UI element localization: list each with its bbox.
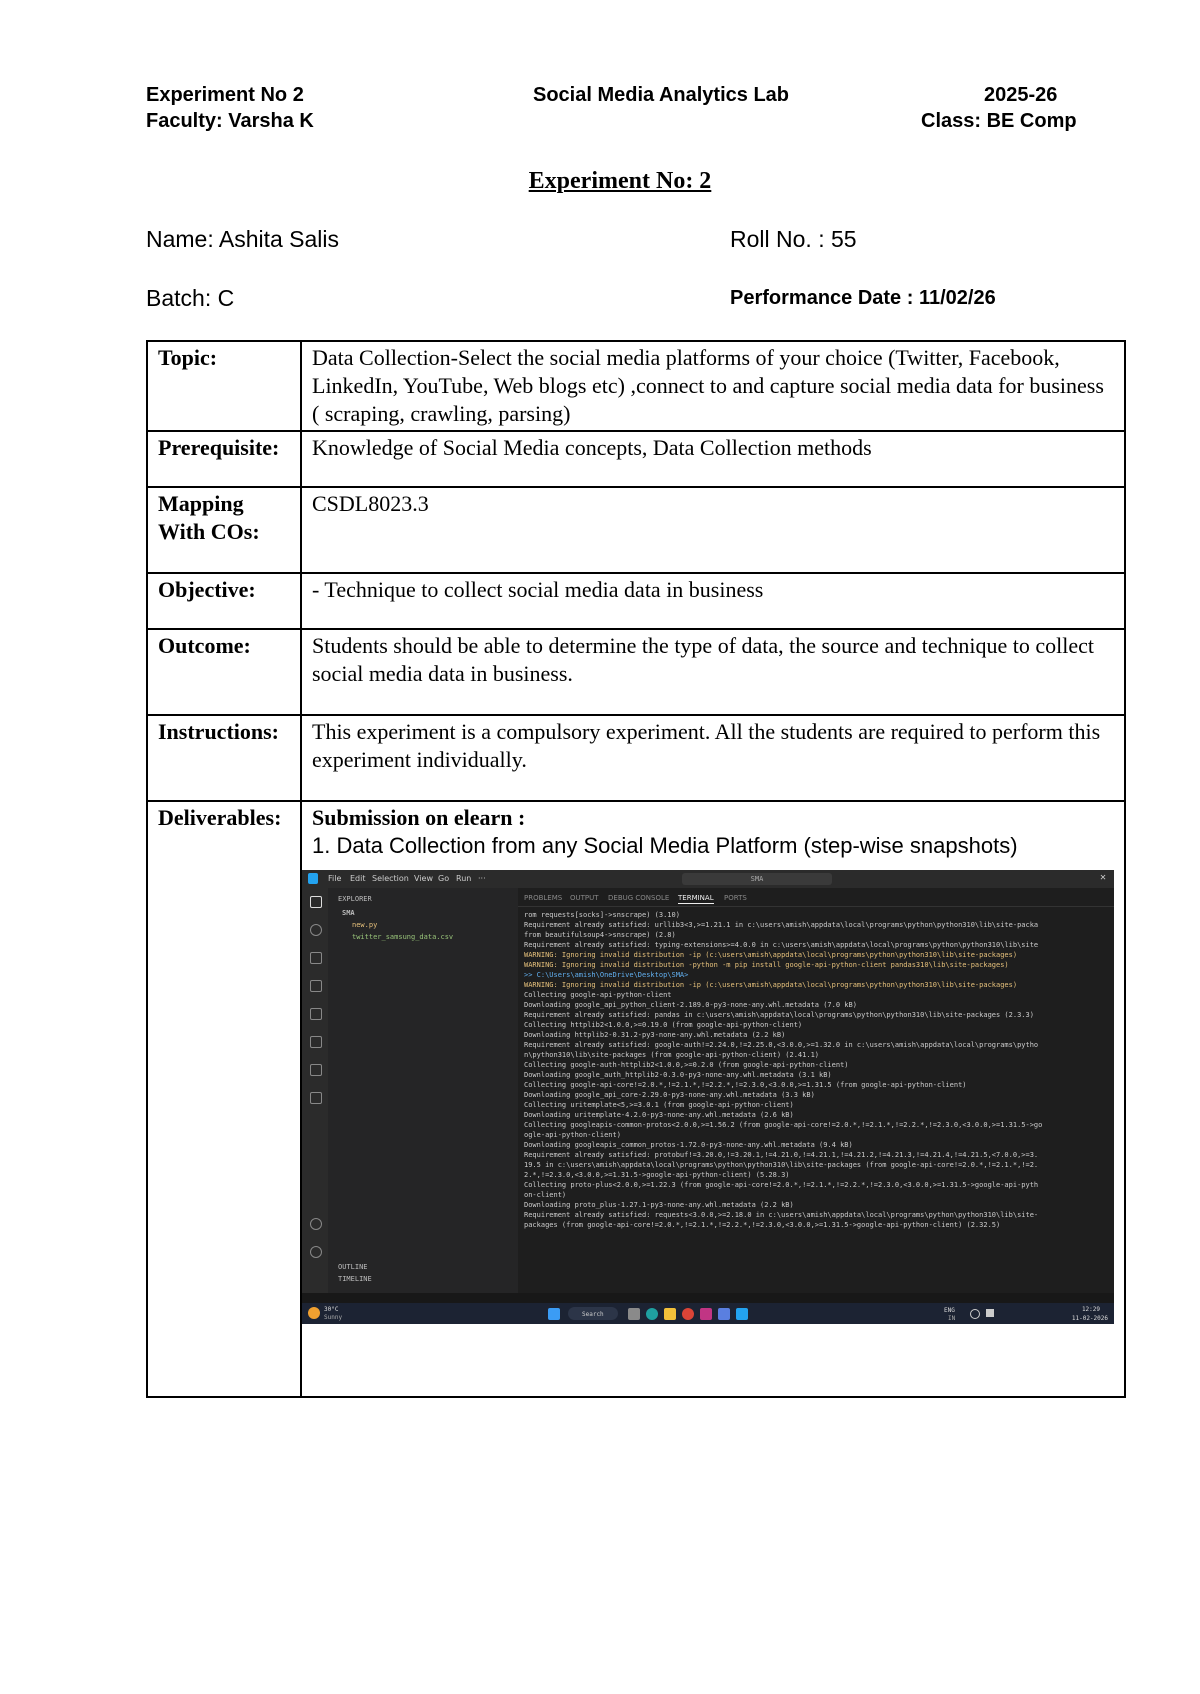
terminal-line: Downloading google_auth_httplib2-0.3.0-py3-none-any.whl.metadata (3.1 kB) — [524, 1071, 832, 1079]
experiment-table — [146, 340, 1126, 1398]
terminal-line: >> C:\Users\amish\OneDrive\Desktop\SMA> — [524, 971, 689, 979]
terminal-line: Collecting httplib2<1.0.0,>=0.19.0 (from google-api-python-client) — [524, 1021, 803, 1029]
tab-output[interactable]: OUTPUT — [570, 894, 599, 902]
label-deliverables: Deliverables: — [147, 801, 301, 1397]
tab-terminal[interactable]: TERMINAL — [678, 894, 714, 902]
file-csv[interactable]: twitter_samsung_data.csv — [352, 933, 454, 941]
instagram-icon[interactable] — [700, 1308, 712, 1320]
weather-temp: 30°C — [324, 1306, 339, 1313]
terminal-line: Downloading google_api_python_client-2.189.0-py3-none-any.whl.metadata (7.0 kB) — [524, 1001, 857, 1009]
terminal-line: Requirement already satisfied: protobuf!=3.20.0,!=3.20.1,!=4.21.0,!=4.21.1,!=4.21.2,!=4.21.3,!=4.21.4,!=4.21.5,<7.0.0,>=3. — [524, 1151, 1039, 1159]
terminal-line: Collecting proto-plus<2.0.0,>=1.22.3 (from google-api-core!=2.0.*,!=2.1.*,!=2.2.*,!=2.3.0,<3.0.0,>=1.31.5->google-api-pyth — [524, 1181, 1039, 1189]
menu-go[interactable]: Go — [438, 874, 450, 883]
volume-icon[interactable] — [986, 1309, 994, 1317]
weather-icon — [308, 1307, 320, 1319]
row-deliverables — [147, 801, 1125, 1397]
activity-bar — [302, 888, 328, 1293]
terminal-line: 2.*,!=2.3.0,<3.0.0,>=1.31.5->google-api-python-client) (5.28.3) — [524, 1171, 790, 1179]
row-topic — [147, 341, 1125, 431]
terminal-line: Requirement already satisfied: pandas in c:\users\amish\appdata\local\programs\python\python310\lib\site-packages (2.3.3) — [524, 1011, 1034, 1019]
terminal-line: Collecting google-api-python-client — [524, 991, 672, 999]
chrome-icon[interactable] — [682, 1308, 694, 1320]
terminal-line: Downloading uritemplate-4.2.0-py3-none-any.whl.metadata (2.6 kB) — [524, 1111, 794, 1119]
folder-sma[interactable]: SMA — [342, 909, 355, 917]
value-instructions: This experiment is a compulsory experiment. All the students are required to perform this experiment individually. — [301, 715, 1125, 801]
label-objective: Objective: — [147, 573, 301, 629]
source-control-icon[interactable] — [310, 952, 322, 964]
remote-icon[interactable] — [310, 1036, 322, 1048]
terminal-line: Downloading googleapis_common_protos-1.72.0-py3-none-any.whl.metadata (9.4 kB) — [524, 1141, 853, 1149]
terminal-line: Collecting googleapis-common-protos<2.0.0,>=1.56.2 (from google-api-core!=2.0.*,!=2.1.*,!=2.2.*,!=2.3.0,<3.0.0,>=1.31.5->go — [524, 1121, 1043, 1129]
windows-taskbar — [302, 1303, 1114, 1324]
terminal-line: Downloading httplib2-0.31.2-py3-none-any.whl.metadata (2.2 kB) — [524, 1031, 786, 1039]
student-name: Name: Ashita Salis — [146, 226, 340, 252]
settings-gear-icon[interactable] — [310, 1246, 322, 1258]
header-experiment: Experiment No 2 — [146, 84, 304, 106]
roll-number: Roll No. : 55 — [730, 226, 857, 252]
testing-icon[interactable] — [310, 1064, 322, 1076]
menu-bar — [302, 870, 1114, 888]
explorer-title: EXPLORER — [338, 895, 372, 903]
search-icon[interactable] — [310, 924, 322, 936]
page-title: Experiment No: 2 — [528, 168, 712, 194]
terminal-line: n\python310\lib\site-packages (from google-api-python-client) (2.41.1) — [524, 1051, 820, 1059]
batch: Batch: C — [146, 285, 235, 311]
label-outcome: Outcome: — [147, 629, 301, 715]
header-year: 2025-26 — [984, 84, 1058, 106]
performance-date: Performance Date : 11/02/26 — [730, 287, 996, 309]
terminal-line: Collecting uritemplate<5,>=3.0.1 (from google-api-python-client) — [524, 1101, 794, 1109]
vscode-logo-icon — [308, 873, 318, 884]
terminal-line: Collecting google-api-core!=2.0.*,!=2.1.*,!=2.2.*,!=2.3.0,<3.0.0,>=1.31.5 (from google-api-python-client) — [524, 1081, 967, 1089]
label-topic: Topic: — [147, 341, 301, 431]
label-prerequisite: Prerequisite: — [147, 431, 301, 487]
command-search[interactable]: SMA — [682, 873, 832, 885]
terminal-line: Downloading google_api_core-2.29.0-py3-none-any.whl.metadata (3.3 kB) — [524, 1091, 815, 1099]
database-icon[interactable] — [310, 1092, 322, 1104]
terminal-line: 19.5 in c:\users\amish\appdata\local\programs\python\python310\lib\site-packages (from google-api-core!=2.0.*,!=2.1.*,!=2. — [524, 1161, 1039, 1169]
terminal-line: Requirement already satisfied: urllib3<3,>=1.21.1 in c:\users\amish\appdata\local\programs\python\python310\lib\site-packa — [524, 921, 1039, 929]
weather-desc: Sunny — [324, 1314, 343, 1321]
terminal-line: Requirement already satisfied: typing-extensions>=4.0.0 in c:\users\amish\appdata\local\programs\python\python310\lib\site — [524, 941, 1039, 949]
run-debug-icon[interactable] — [310, 980, 322, 992]
value-topic: Data Collection-Select the social media platforms of your choice (Twitter, Facebook, LinkedIn, YouTube, Web blogs etc) ,connect to and capture social media data for business ( scraping, crawling, parsing) — [301, 341, 1125, 431]
explorer-icon[interactable] — [310, 896, 322, 908]
edge-icon[interactable] — [646, 1308, 658, 1320]
account-icon[interactable] — [310, 1218, 322, 1230]
terminal-line: on-client) — [524, 1191, 567, 1199]
menu-selection[interactable]: Selection — [372, 874, 409, 883]
header-lab: Social Media Analytics Lab — [533, 84, 790, 106]
windows-start-icon[interactable] — [548, 1308, 560, 1320]
label-instructions: Instructions: — [147, 715, 301, 801]
menu-file[interactable]: File — [328, 874, 342, 883]
timeline-section[interactable]: TIMELINE — [338, 1275, 372, 1283]
language-sub: IN — [948, 1315, 956, 1322]
store-icon[interactable] — [718, 1308, 730, 1320]
menu-edit[interactable]: Edit — [350, 874, 366, 883]
vscode-taskbar-icon[interactable] — [736, 1308, 748, 1320]
row-prerequisite — [147, 431, 1125, 487]
window-close-icon[interactable]: ✕ — [1099, 872, 1106, 883]
tab-problems[interactable]: PROBLEMS — [524, 894, 563, 902]
menu-view[interactable]: View — [414, 874, 433, 883]
outline-section[interactable]: OUTLINE — [338, 1263, 368, 1271]
value-outcome: Students should be able to determine the type of data, the source and technique to collect social media data in business. — [301, 629, 1125, 715]
deliverables-item: 1. Data Collection from any Social Media Platform (step-wise snapshots) — [312, 833, 1018, 858]
terminal-line: from beautifulsoup4->snscrape) (2.8) — [524, 931, 676, 939]
file-new-py[interactable]: new.py — [352, 921, 378, 929]
row-objective — [147, 573, 1125, 629]
terminal-line: ogle-api-python-client) — [524, 1131, 621, 1139]
tab-ports[interactable]: PORTS — [724, 894, 747, 902]
wifi-icon[interactable] — [970, 1309, 980, 1319]
header-class: Class: BE Comp — [921, 110, 1077, 132]
row-mapping — [147, 487, 1125, 573]
clock-date[interactable]: 11-02-2026 — [1071, 1315, 1108, 1322]
explorer-panel — [328, 888, 518, 1293]
terminal-line: Requirement already satisfied: requests<3.0.0,>=2.18.0 in c:\users\amish\appdata\local\programs\python\python310\lib\site- — [524, 1211, 1039, 1219]
panel-tabs — [518, 888, 1114, 907]
terminal-line: packages (from google-api-core!=2.0.*,!=2.1.*,!=2.2.*,!=2.3.0,<3.0.0,>=1.31.5->google-api-python-client) (2.32.5) — [524, 1221, 1001, 1229]
menu-more[interactable]: ··· — [478, 874, 486, 883]
terminal-line: Downloading proto_plus-1.27.1-py3-none-any.whl.metadata (2.2 kB) — [524, 1201, 794, 1209]
row-instructions — [147, 715, 1125, 801]
terminal-screenshot — [302, 870, 1114, 1324]
taskbar-search-label: Search — [582, 1311, 604, 1318]
value-prerequisite: Knowledge of Social Media concepts, Data Collection methods — [301, 431, 1125, 487]
status-bar — [302, 1293, 1114, 1303]
label-mapping: Mapping With COs: — [147, 487, 301, 573]
terminal-line: Requirement already satisfied: google-auth!=2.24.0,!=2.25.0,<3.0.0,>=1.32.0 in c:\users\amish\appdata\local\programs\pytho — [524, 1041, 1039, 1049]
value-deliverables — [301, 801, 1125, 1397]
deliverables-heading: Submission on elearn : — [312, 805, 526, 830]
language-indicator[interactable]: ENG — [944, 1307, 955, 1314]
task-view-icon[interactable] — [628, 1308, 640, 1320]
value-mapping: CSDL8023.3 — [301, 487, 1125, 573]
terminal-line: WARNING: Ignoring invalid distribution -ip (c:\users\amish\appdata\local\programs\python\python310\lib\site-packages) — [524, 951, 1018, 959]
row-outcome — [147, 629, 1125, 715]
header-faculty: Faculty: Varsha K — [146, 110, 314, 132]
tab-debug-console[interactable]: DEBUG CONSOLE — [608, 894, 670, 902]
extensions-icon[interactable] — [310, 1008, 322, 1020]
terminal-output[interactable] — [524, 910, 1104, 1290]
value-objective: - Technique to collect social media data in business — [301, 573, 1125, 629]
terminal-line: Collecting google-auth-httplib2<1.0.0,>=0.2.0 (from google-api-python-client) — [524, 1061, 849, 1069]
terminal-line: WARNING: Ignoring invalid distribution -python -m pip install google-api-python-client pandas310\lib\site-packages) — [524, 961, 1009, 969]
terminal-line: rom requests[socks]->snscrape) (3.10) — [524, 911, 680, 919]
terminal-line: WARNING: Ignoring invalid distribution -ip (c:\users\amish\appdata\local\programs\python\python310\lib\site-packages) — [524, 981, 1018, 989]
clock-time[interactable]: 12:29 — [1081, 1306, 1100, 1313]
file-explorer-icon[interactable] — [664, 1308, 676, 1320]
menu-run[interactable]: Run — [456, 874, 472, 883]
